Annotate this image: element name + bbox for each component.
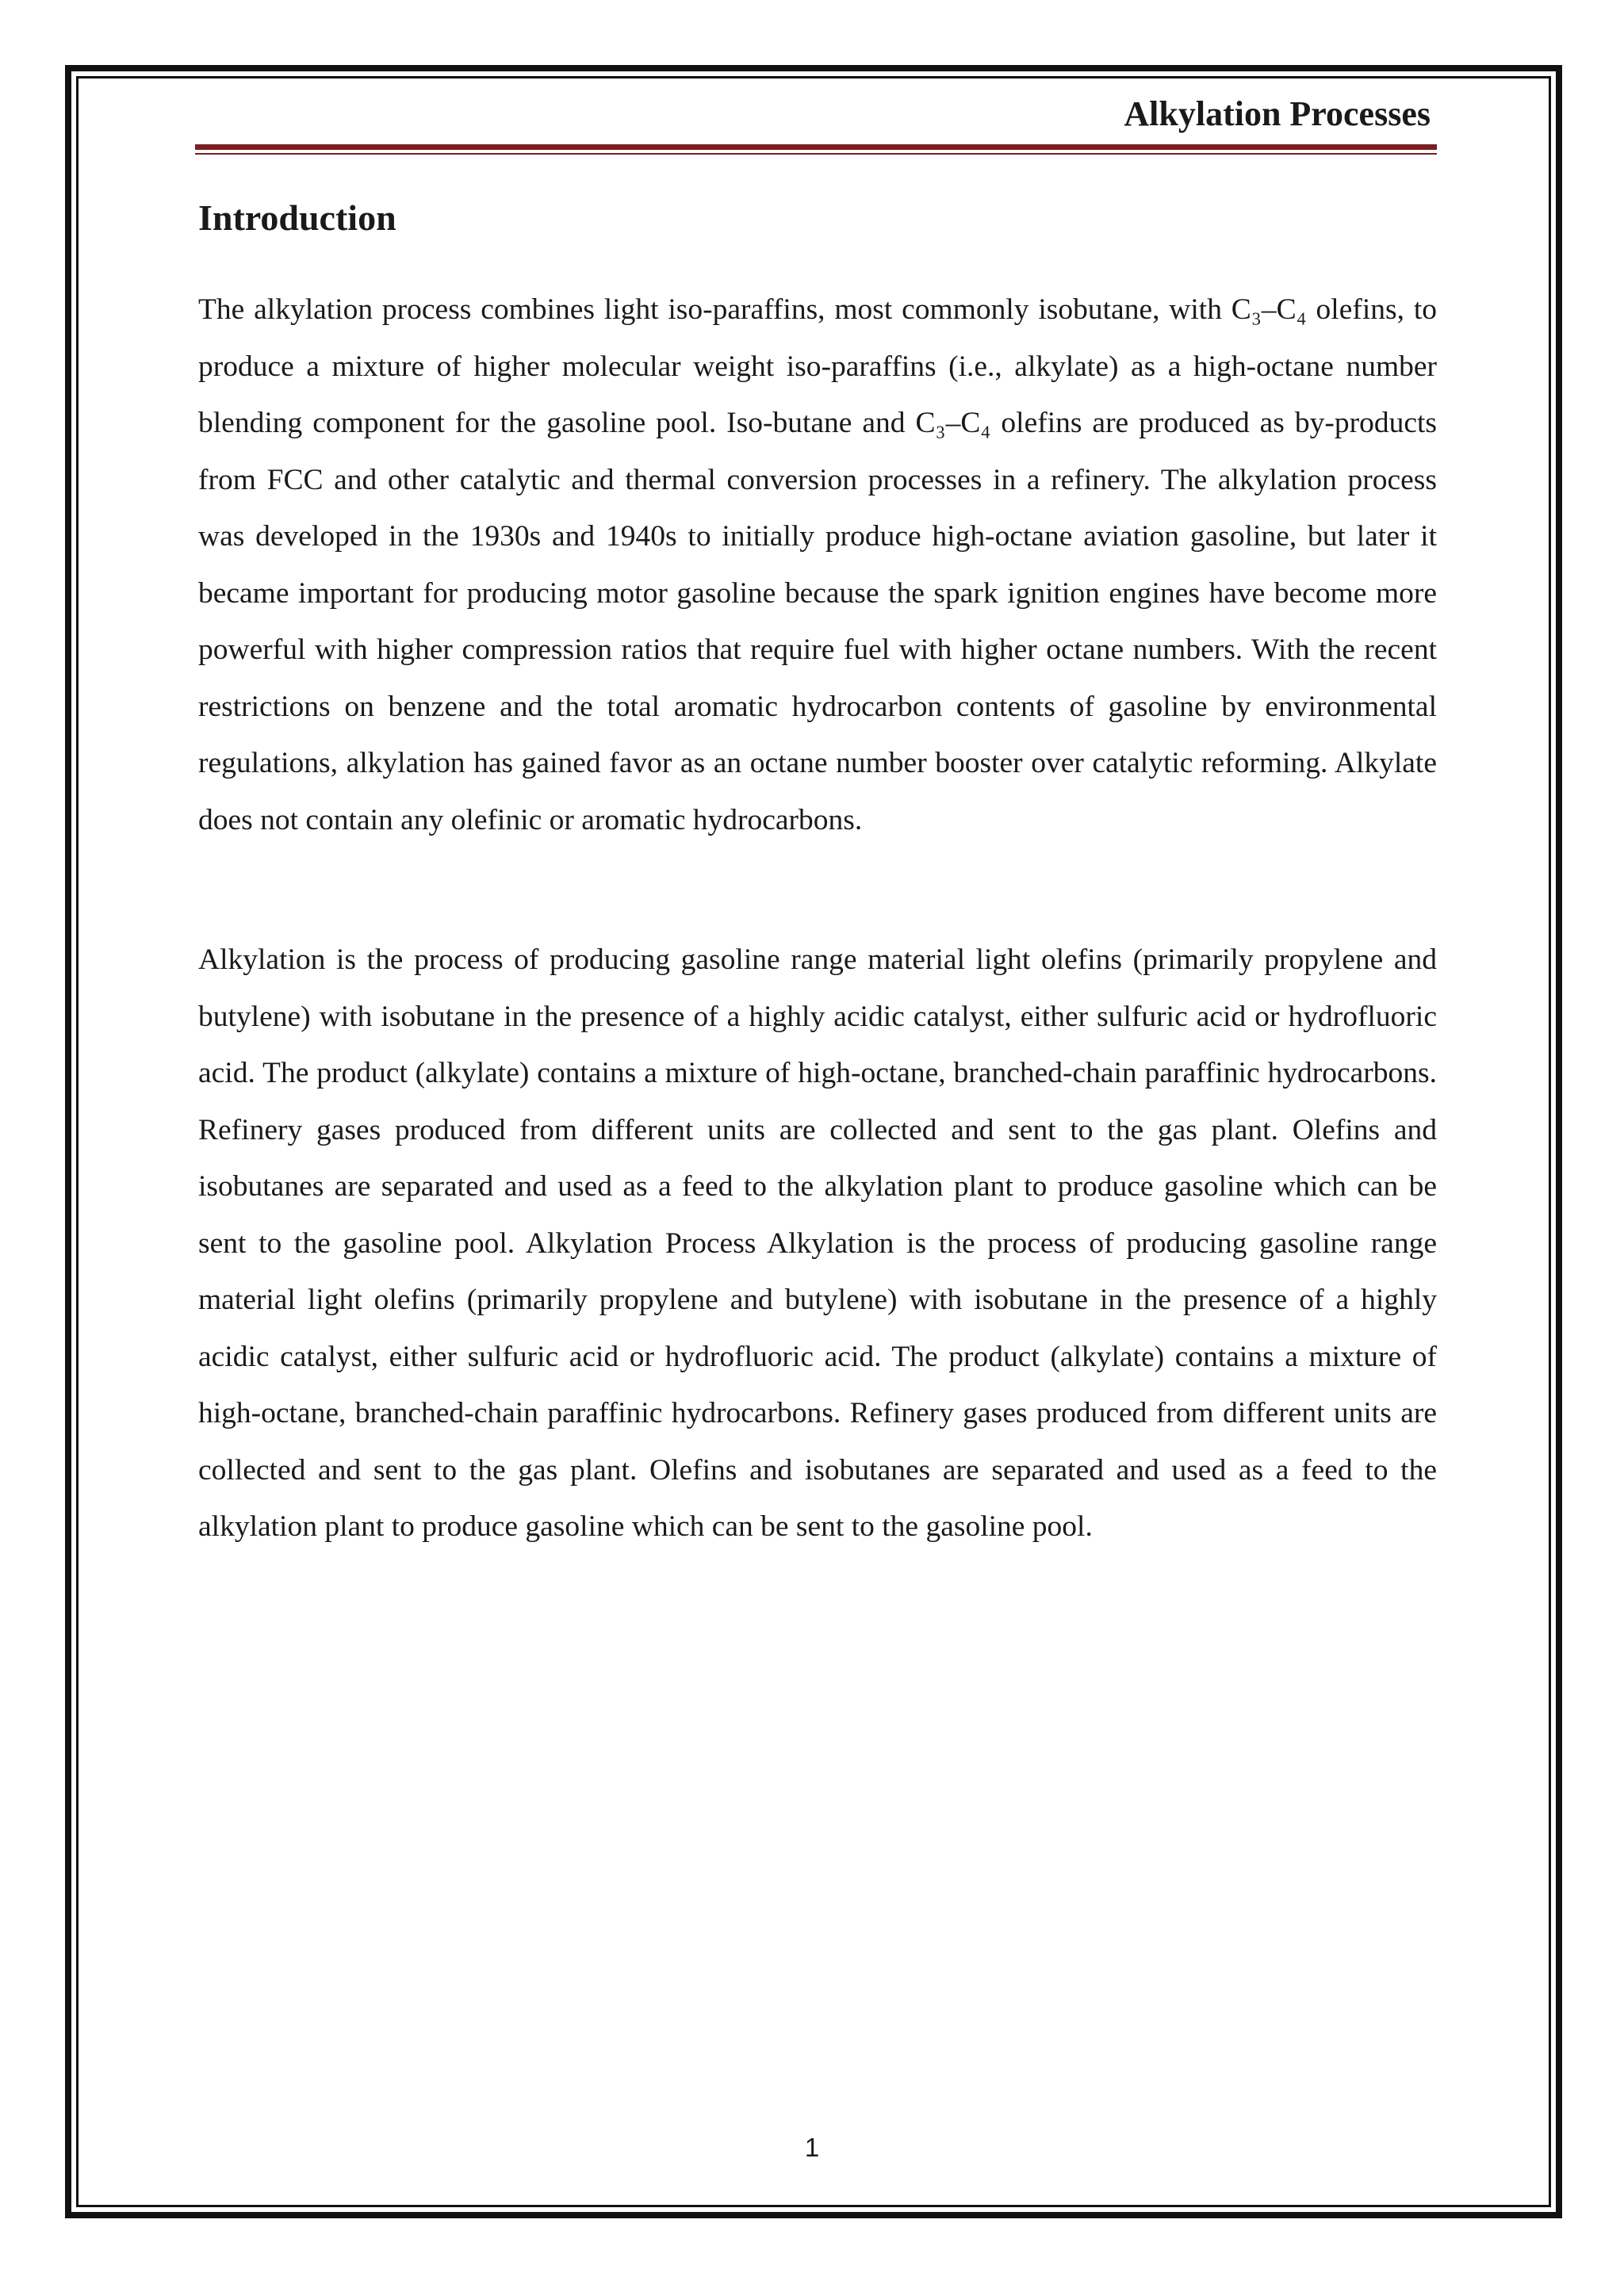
running-header-title: Alkylation Processes: [1124, 94, 1431, 133]
header-rule-thick: [195, 144, 1437, 150]
section-heading: Introduction: [198, 197, 396, 238]
body-paragraph-2: Alkylation is the process of producing gasoline range material light olefins (primarily propylene and butylene) with isobutane in the presence of a highly acidic catalyst, either sulfuric acid or hydrofluoric acid. The product (alkylate) contains a mixture of high-octane, branched-chain paraffinic hydrocarbons. Refinery gases produced from different units are collected and sent to the gas plant. Olefins and isobutanes are separated and used as a feed to the alkylation plant to produce gasoline which can be sent to the gasoline pool. Alkylation Process Alkylation is the process of producing gasoline range material light olefins (primarily propylene and butylene) with isobutane in the presence of a highly acidic catalyst, either sulfuric acid or hydrofluoric acid. The product (alkylate) contains a mixture of high-octane, branched-chain paraffinic hydrocarbons. Refinery gases produced from different units are collected and sent to the gas plant. Olefins and isobutanes are separated and used as a feed to the alkylation plant to produce gasoline which can be sent to the gasoline pool.: [198, 943, 1437, 1543]
header-rule-thin: [195, 153, 1437, 155]
page-number: 1: [804, 2133, 820, 2162]
body-paragraph-1: The alkylation process combines light iso-paraffins, most commonly isobutane, with C₃–C₄ olefins, to produce a mixture of higher molecular weight iso-paraffins (i.e., alkylate) as a high-octane number blending component for the gasoline pool. Iso-butane and C₃–C₄ olefins are produced as by-products from FCC and other catalytic and thermal conversion processes in a refinery. The alkylation process was developed in the 1930s and 1940s to initially produce high-octane aviation gasoline, but later it became important for producing motor gasoline because the spark ignition engines have become more powerful with higher compression ratios that require fuel with higher octane numbers. With the recent restrictions on benzene and the total aromatic hydrocarbon contents of gasoline by environmental regulations, alkylation has gained favor as an octane number booster over catalytic reforming. Alkylate does not contain any olefinic or aromatic hydrocarbons.: [198, 293, 1437, 836]
